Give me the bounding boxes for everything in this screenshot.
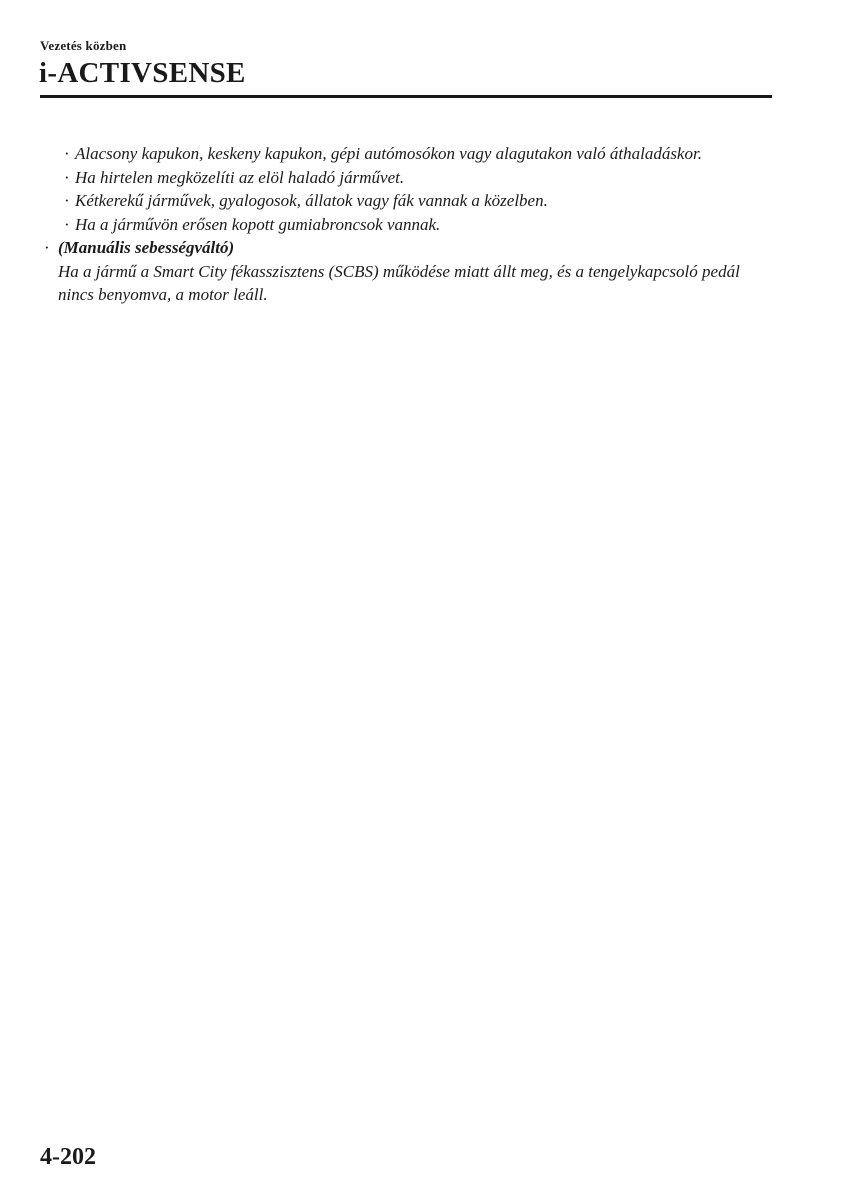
- page-title: i-ACTIVSENSE: [39, 57, 246, 89]
- manual-transmission-text: Ha a jármű a Smart City fékasszisztens (SCBS) működése miatt állt meg, és a tengelykapcsoló pedál nincs benyomva, a motor leáll.: [58, 261, 740, 304]
- list-item: · Alacsony kapukon, keskeny kapukon, gépi autómosókon vagy alagutakon való áthaladáskor.: [64, 142, 744, 166]
- list-item: · Ha hirtelen megközelíti az elöl haladó járművet.: [64, 166, 744, 190]
- title-divider: [40, 95, 772, 98]
- list-item: · Kétkerekű járművek, gyalogosok, állatok vagy fák vannak a közelben.: [64, 189, 744, 213]
- page-number: 4-202: [40, 1144, 96, 1170]
- body-content: [44, 142, 744, 307]
- bullet-dot: ·: [44, 238, 50, 257]
- manual-transmission-heading: (Manuális sebességváltó): [58, 238, 235, 257]
- list-item: · Ha a járművön erősen kopott gumiabroncsok vannak.: [64, 213, 744, 237]
- manual-transmission-item: [44, 236, 744, 307]
- condition-list: [44, 142, 744, 236]
- section-label: Vezetés közben: [40, 38, 127, 53]
